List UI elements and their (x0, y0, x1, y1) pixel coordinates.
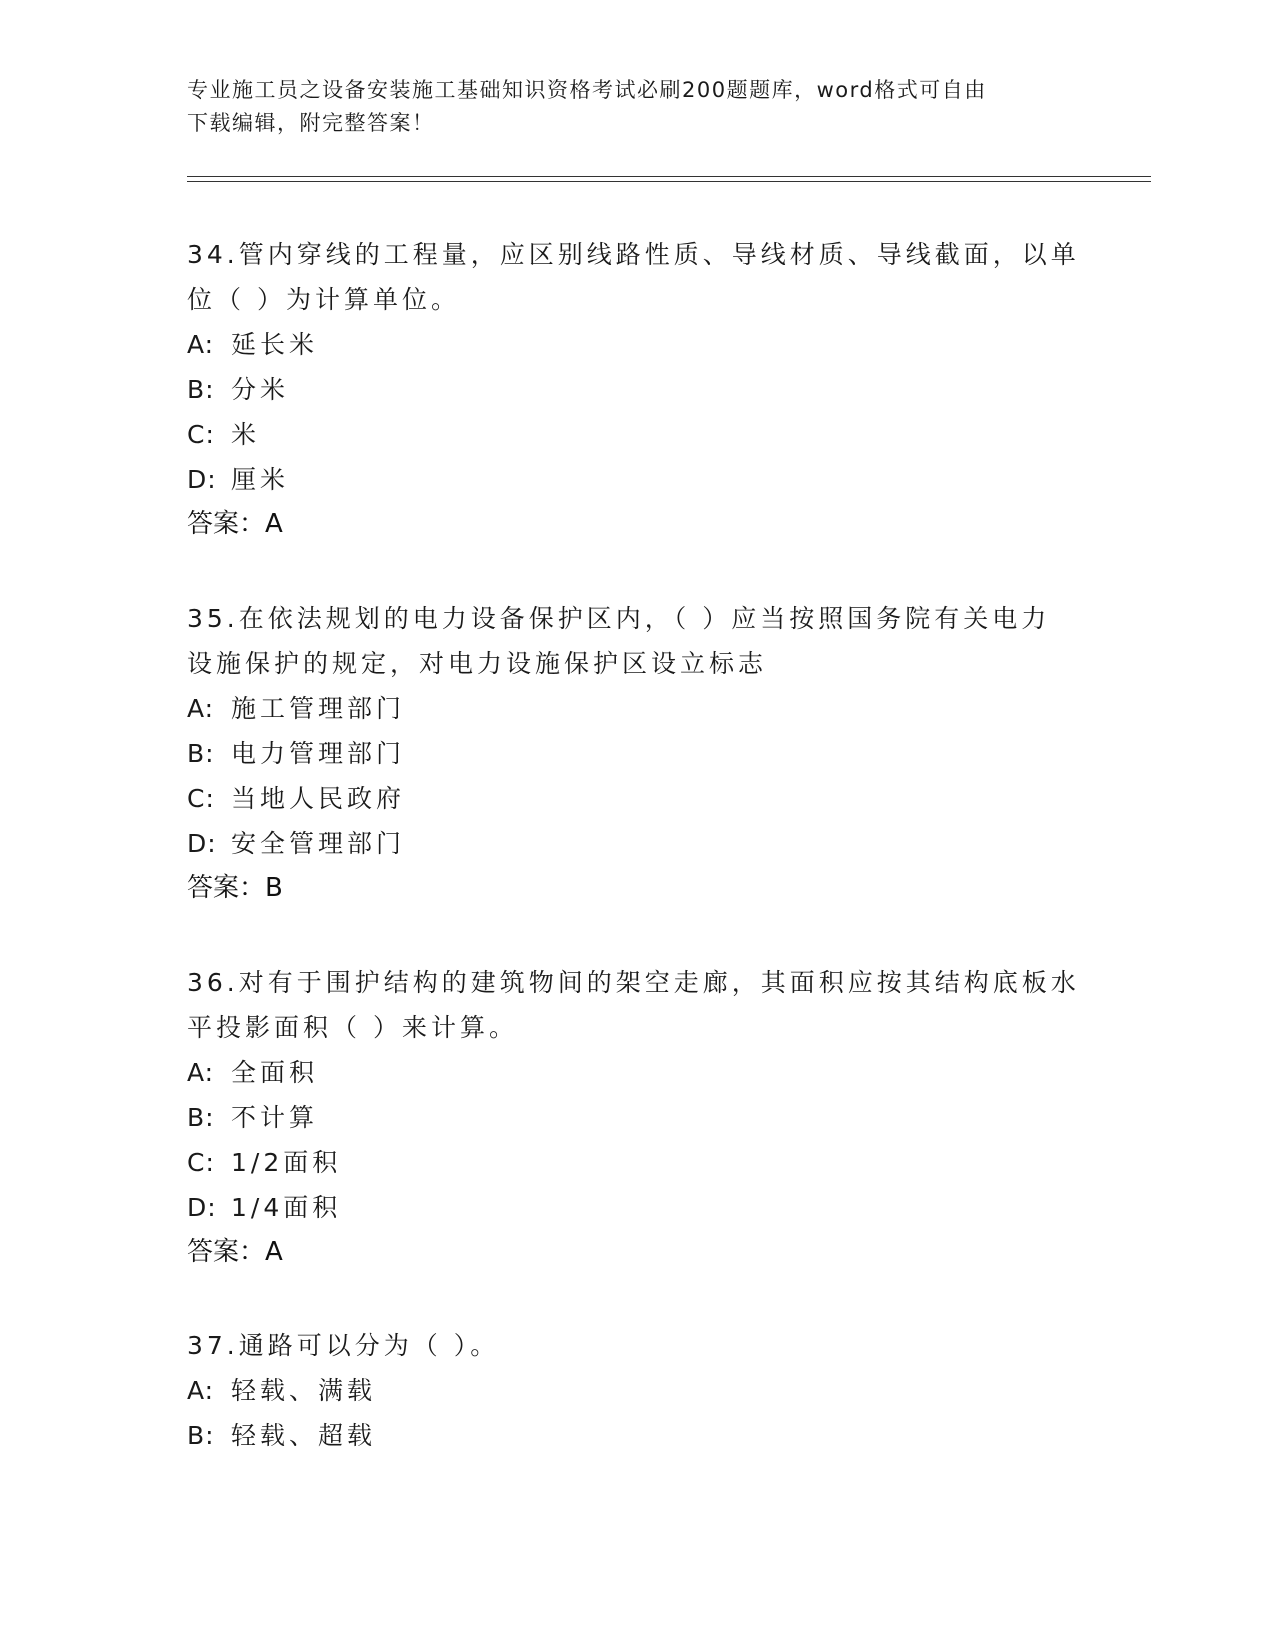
option-b (187, 731, 1087, 776)
answer-value: A (265, 1237, 283, 1267)
option-a (187, 322, 1087, 367)
option-a (187, 686, 1087, 731)
option-key: A: (187, 694, 215, 723)
option-b (187, 1095, 1087, 1140)
option-key: A: (187, 330, 215, 359)
question-37 (187, 1323, 1087, 1458)
option-c (187, 776, 1087, 821)
option-d (187, 821, 1087, 866)
answer-line (187, 1230, 1087, 1275)
option-key: D: (187, 1193, 217, 1222)
option-text: 安全管理部门 (231, 829, 406, 858)
header-divider-bottom (187, 181, 1151, 182)
option-key: B: (187, 1103, 215, 1132)
option-key: A: (187, 1058, 215, 1087)
answer-line (187, 502, 1087, 547)
option-key: D: (187, 465, 217, 494)
option-text: 不计算 (231, 1103, 319, 1132)
header-divider-top (187, 176, 1151, 177)
option-text: 当地人民政府 (231, 784, 406, 813)
answer-value: A (265, 509, 283, 539)
question-34 (187, 232, 1087, 547)
header-line-2: 下载编辑，附完整答案！ (187, 111, 435, 135)
option-c (187, 412, 1087, 457)
option-text: 1/4面积 (231, 1193, 342, 1222)
answer-label: 答案： (187, 873, 266, 903)
option-c (187, 1140, 1087, 1185)
option-a (187, 1050, 1087, 1095)
question-stem-line-2: 平投影面积（ ）来计算。 (187, 1013, 518, 1042)
question-stem-line-1: 37.通路可以分为（ ）。 (187, 1331, 500, 1360)
document-header (187, 74, 1067, 140)
option-text: 分米 (231, 375, 290, 404)
option-key: C: (187, 1148, 215, 1177)
option-text: 厘米 (231, 465, 290, 494)
option-text: 轻载、超载 (231, 1421, 377, 1450)
option-key: A: (187, 1376, 215, 1405)
option-d (187, 457, 1087, 502)
option-a (187, 1368, 1087, 1413)
answer-line (187, 866, 1087, 911)
question-stem-line-2: 位（ ）为计算单位。 (187, 285, 460, 314)
question-35 (187, 596, 1087, 911)
option-text: 电力管理部门 (231, 739, 406, 768)
option-text: 1/2面积 (231, 1148, 342, 1177)
question-stem-line-1: 36.对有于围护结构的建筑物间的架空走廊，其面积应按其结构底板水 (187, 968, 1080, 997)
question-stem-line-1: 34.管内穿线的工程量，应区别线路性质、导线材质、导线截面，以单 (187, 240, 1080, 269)
option-key: C: (187, 420, 215, 449)
answer-value: B (265, 873, 283, 903)
option-key: B: (187, 1421, 215, 1450)
answer-label: 答案： (187, 1237, 266, 1267)
option-text: 延长米 (231, 330, 319, 359)
question-36 (187, 960, 1087, 1275)
question-stem-line-2: 设施保护的规定，对电力设施保护区设立标志 (187, 649, 768, 678)
option-text: 轻载、满载 (231, 1376, 377, 1405)
option-text: 全面积 (231, 1058, 319, 1087)
option-key: B: (187, 739, 215, 768)
header-line-1: 专业施工员之设备安装施工基础知识资格考试必刷200题题库，word格式可自由 (187, 78, 987, 102)
option-b (187, 1413, 1087, 1458)
question-stem-line-1: 35.在依法规划的电力设备保护区内，（ ）应当按照国务院有关电力 (187, 604, 1051, 633)
option-key: C: (187, 784, 215, 813)
option-text: 施工管理部门 (231, 694, 406, 723)
option-text: 米 (231, 420, 261, 449)
option-key: D: (187, 829, 217, 858)
option-d (187, 1185, 1087, 1230)
option-key: B: (187, 375, 215, 404)
option-b (187, 367, 1087, 412)
answer-label: 答案： (187, 509, 266, 539)
